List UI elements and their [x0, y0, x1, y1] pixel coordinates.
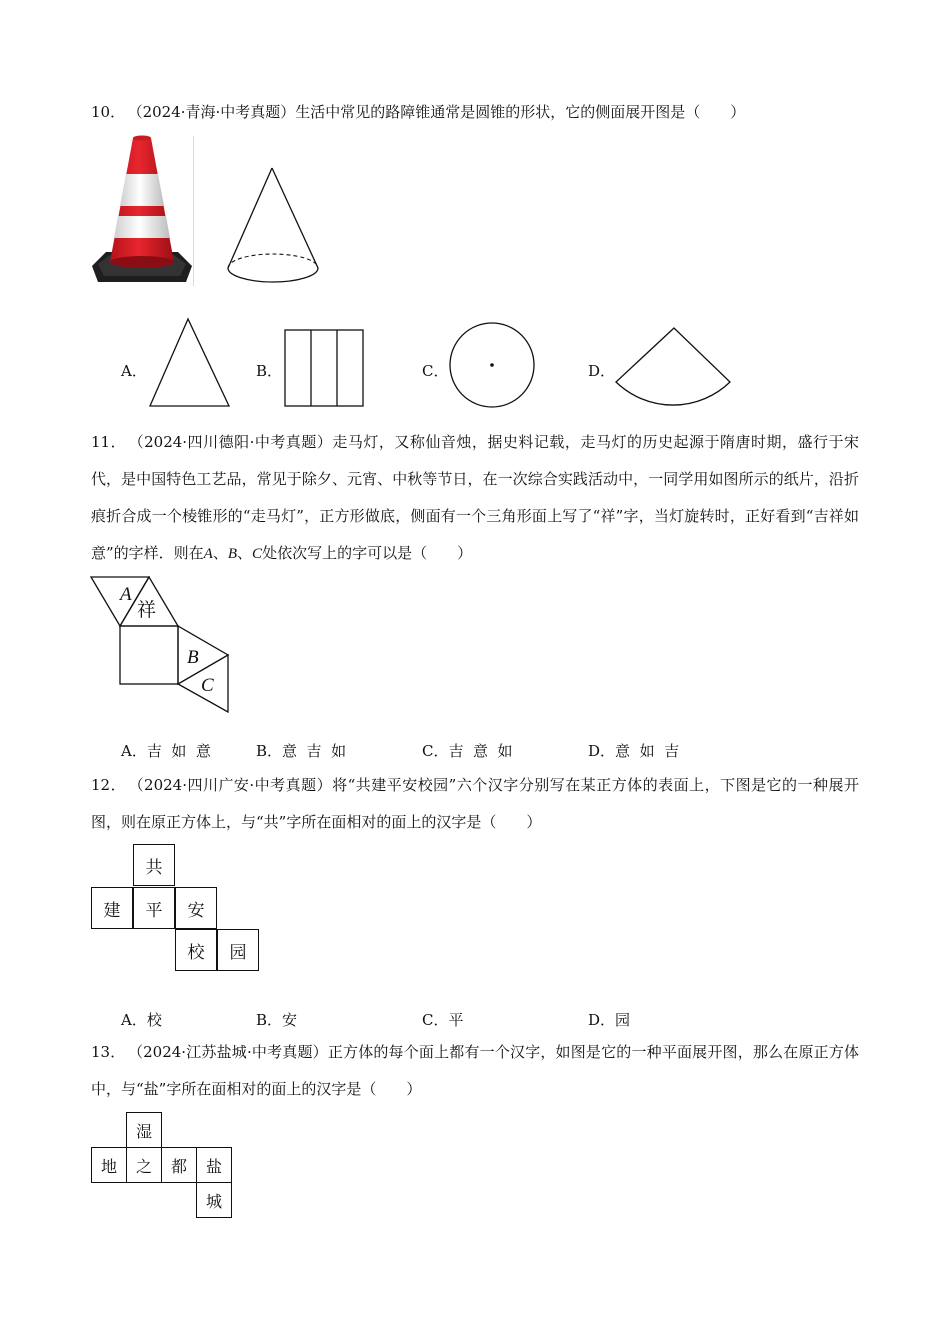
question-number: 12． [91, 776, 127, 794]
option-a-triangle[interactable] [147, 316, 233, 410]
cube-net-12 [90, 844, 262, 972]
option-a[interactable]: A．吉 如 意 [121, 742, 211, 760]
net-label-c: C [201, 675, 214, 696]
option-b-rectangles[interactable] [283, 328, 365, 410]
net-cell: 湿 [126, 1112, 162, 1148]
option-d-label: D． [588, 362, 616, 380]
pyramid-net-figure [88, 574, 234, 714]
net-cell: 园 [217, 929, 259, 971]
net-cell: 城 [196, 1182, 232, 1218]
figure-divider [193, 136, 194, 286]
question-stem: （2024·江苏盐城·中考真题）正方体的每个面上都有一个汉字，如图是它的一种平面展开图，那么在原正方体中，与“盐”字所在面相对的面上的汉字是（ ） [91, 1043, 859, 1098]
net-cell: 校 [175, 929, 217, 971]
net-cell: 之 [126, 1147, 162, 1183]
option-c-label: C． [422, 362, 449, 380]
option-b[interactable]: B．意 吉 如 [256, 742, 347, 760]
net-label-b: B [187, 647, 199, 668]
cone-diagram [220, 160, 330, 290]
variable-a: A [203, 546, 213, 562]
variable-b: B [227, 546, 238, 562]
option-b-label: B． [256, 362, 283, 380]
option-c[interactable]: C．吉 意 如 [422, 742, 513, 760]
option-d[interactable]: D．意 如 吉 [588, 742, 680, 760]
question-stem: （2024·四川广安·中考真题）将“共建平安校园”六个汉字分别写在某正方体的表面上，下图是它的一种展开图，则在原正方体上，与“共”字所在面相对的面上的汉字是（ ） [91, 776, 859, 831]
option-d-sector[interactable] [612, 324, 736, 410]
traffic-cone-image [88, 134, 196, 288]
option-a[interactable]: A．校 [121, 1011, 162, 1029]
question-13-text [91, 1034, 859, 1108]
net-cell: 平 [133, 887, 175, 929]
cube-net-13 [90, 1112, 236, 1220]
net-cell: 安 [175, 887, 217, 929]
net-cell: 都 [161, 1147, 197, 1183]
net-label-xiang: 祥 [137, 599, 157, 621]
variable-c: C [252, 546, 263, 562]
option-c-circle[interactable] [448, 320, 538, 410]
net-label-a: A [120, 584, 132, 605]
net-cell: 地 [91, 1147, 127, 1183]
question-number: 10． [91, 103, 126, 121]
option-a-label: A． [121, 362, 147, 380]
net-cell: 盐 [196, 1147, 232, 1183]
question-number: 13． [91, 1043, 126, 1061]
option-b[interactable]: B．安 [256, 1011, 298, 1029]
net-cell: 建 [91, 887, 133, 929]
net-cell: 共 [133, 844, 175, 886]
option-c[interactable]: C．平 [422, 1011, 464, 1029]
question-stem-part2: 处依次写上的字可以是（ ） [262, 544, 473, 562]
question-number: 11． [91, 433, 127, 451]
question-10-text [91, 94, 859, 131]
question-12-text [91, 767, 859, 841]
question-stem-part1: （2024·四川德阳·中考真题）走马灯，又称仙音烛，据史料记载，走马灯的历史起源于隋唐时期，盛行于宋代，是中国特色工艺品，常见于除夕、元宵、中秋等节日，在一次综合实践活动中，一同学用如图所示的纸片，沿折痕折合成一个棱锥形的“走马灯”，正方形做底，侧面有一个三角形面上写了“祥”字，当灯旋转时，正好看到“吉祥如意”的字样．则在 [91, 433, 860, 562]
option-d[interactable]: D．园 [588, 1011, 631, 1029]
question-11-text: 11． （2024·四川德阳·中考真题）走马灯，又称仙音烛，据史料记载，走马灯的历史起源于隋唐时期，盛行于宋代，是中国特色工艺品，常见于除夕、元宵、中秋等节日，在一次综合实践活动中，一同学用如图所示的纸片，沿折痕折合成一个棱锥形的“走马灯”，正方形做底，侧面有一个三角形面上写了“祥”字，当灯旋转时，正好看到“吉祥如意”的字样．则在A、B、C处依次写上的字可以是（ ） [91, 433, 860, 562]
question-stem: （2024·青海·中考真题）生活中常见的路障锥通常是圆锥的形状，它的侧面展开图是（ ） [135, 103, 746, 121]
